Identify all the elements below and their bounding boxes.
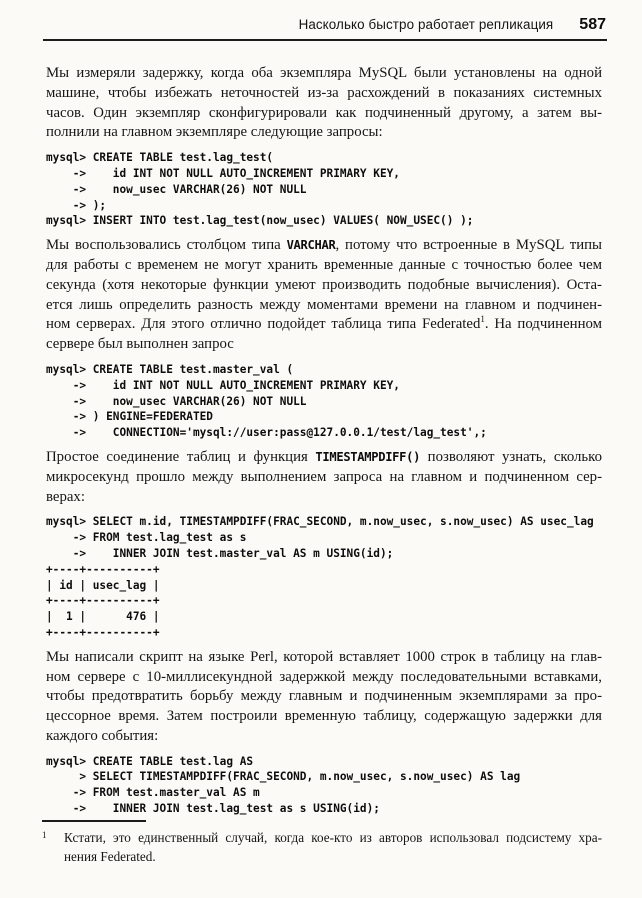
paragraph-4: Мы написали скрипт на языке Perl, которой вставляет 1000 строк в таблицу на глав- ном сервере с 10-миллисекундной задержкой между последовательными вставками, чтобы предотвратить борьбу между главным и подчиненным экземплярами за про- цессорное время. Затем построили временную таблицу, содержащую задержки для каждого события: [46, 648, 602, 744]
footnote [42, 820, 602, 867]
page-header [46, 16, 606, 34]
page-body [46, 64, 602, 824]
running-head-title: Насколько быстро работает репликация [298, 17, 554, 32]
footnote-marker: 1 [42, 829, 47, 840]
footnote-rule [42, 820, 146, 822]
code-block-create-master-val: mysql> CREATE TABLE test.master_val ( -> id INT NOT NULL AUTO_INCREMENT PRIMARY KEY, -> now_usec VARCHAR(26) NOT NULL -> ) ENGINE=FEDERATED -> CONNECTION='mysql://user:pass@127.0.0.1/test/lag_test',; [46, 362, 487, 440]
header-rule [43, 39, 607, 41]
code-block-create-lag-table: mysql> CREATE TABLE test.lag AS > SELECT TIMESTAMPDIFF(FRAC_SECOND, m.now_usec, s.now_usec) AS lag -> FROM test.master_val AS m -> INNER JOIN test.lag_test as s USING(id); [46, 754, 521, 816]
paragraph-3: Простое соединение таблиц и функция TIMESTAMPDIFF() позволяют узнать, сколько микросекунд прошло между выполнением запроса на главном и подчиненном сер- верах: [46, 448, 602, 505]
paragraph-2: Мы воспользовались столбцом типа VARCHAR, потому что встроенные в MySQL типы для работы с временем не могут хранить временные данные с точностью более чем секунда (хотя некоторые функции умеют производить подобные вычисления). Оста- ется лишь определить разность между моментами времени на главном и подчинен- ном серверах. Для этого отлично подойдет таблица типа Federated$^1$. На подчиненном сервере был выполнен запрос [46, 237, 602, 353]
paragraph-1: Мы измеряли задержку, когда оба экземпляра MySQL были установлены на одной машине, чтобы избежать неточностей из-за расхождений в показаниях системных часов. Один экземпляр сконфигурировали как подчиненный другому, а затем вы- полнили на главном экземпляре следующие запросы: [46, 65, 602, 141]
code-block-select-usec-lag: mysql> SELECT m.id, TIMESTAMPDIFF(FRAC_SECOND, m.now_usec, s.now_usec) AS usec_lag -> FROM test.lag_test as s -> INNER JOIN test.master_val AS m USING(id); +----+----------+ | id | usec_lag | +----+----------+ | 1 | 476 | +----+----------+ [46, 515, 594, 639]
code-block-create-lag-test: mysql> CREATE TABLE test.lag_test( -> id INT NOT NULL AUTO_INCREMENT PRIMARY KEY, -> now_usec VARCHAR(26) NOT NULL -> ); mysql> INSERT INTO test.lag_test(now_usec) VALUES( NOW_USEC() ); [46, 151, 474, 228]
page-number: 587 [579, 16, 606, 33]
footnote-text: Кстати, это единственный случай, когда кое-кто из авторов использовал подсистему хра- нения Federated. [64, 829, 602, 864]
